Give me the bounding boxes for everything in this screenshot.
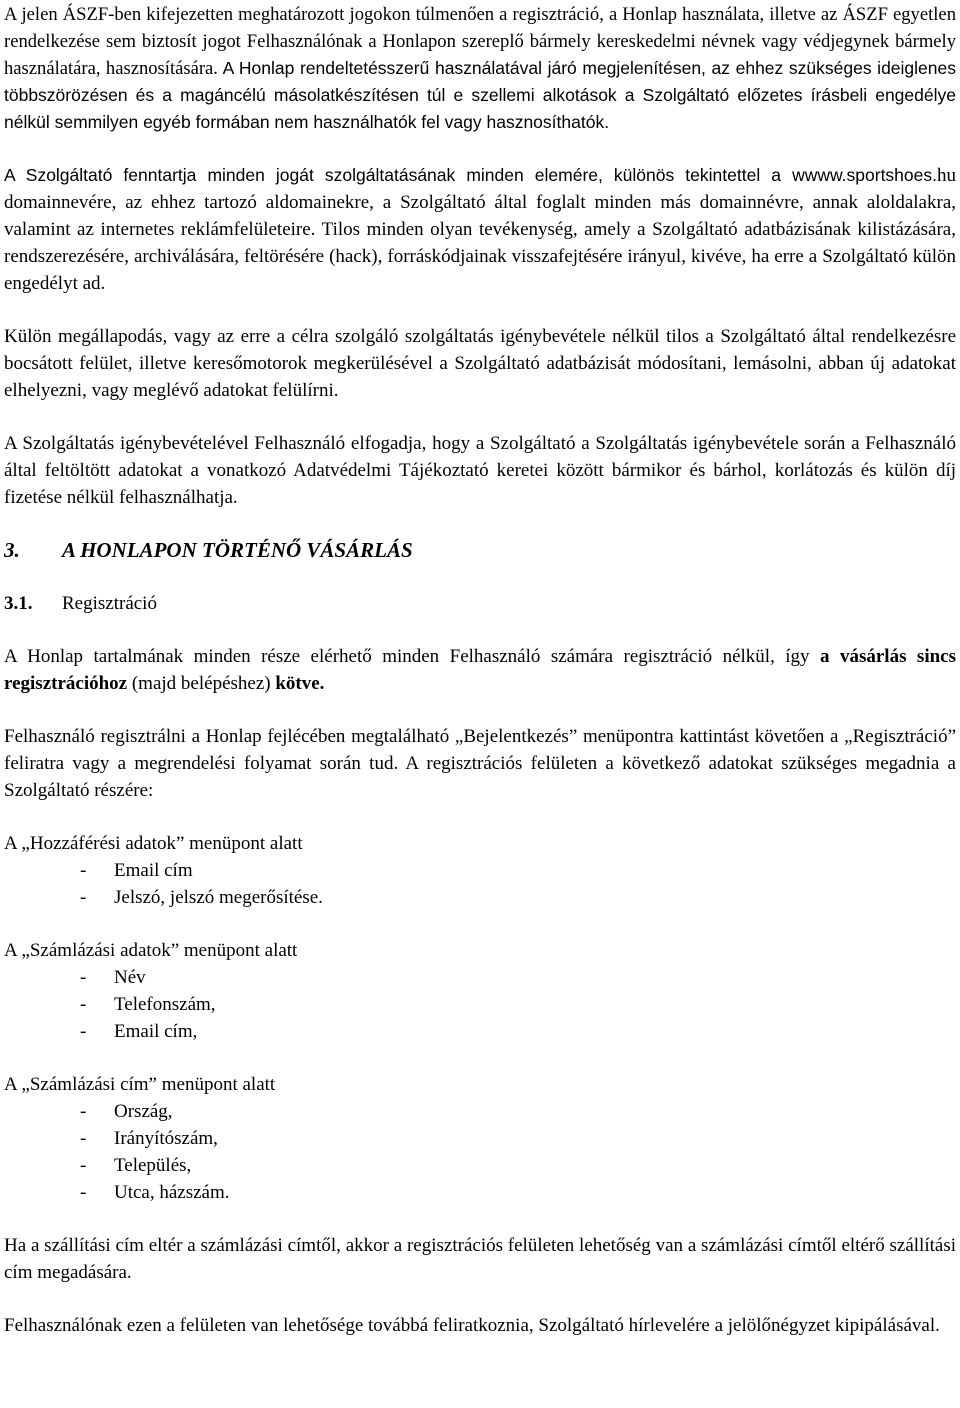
list-item [4, 1152, 956, 1179]
list-item [4, 1179, 956, 1206]
list-item-text: Ország, [114, 1101, 173, 1122]
dash: - [80, 967, 87, 988]
section-number: 3. [4, 538, 20, 562]
list-item-text: Telefonszám, [114, 994, 216, 1015]
dash: - [80, 1155, 87, 1176]
section-title: A HONLAPON TÖRTÉNŐ VÁSÁRLÁS [62, 538, 413, 562]
list-item-text: Jelszó, jelszó megerősítése. [114, 887, 323, 908]
field-list [4, 964, 956, 1045]
list-item-text: Település, [114, 1155, 192, 1176]
paragraph-database: Külön megállapodás, vagy az erre a célra szolgáló szolgáltatás igénybevétele nélkül tilos a Szolgáltató által rendelkezésre bocsátott felület, illetve keresőmotorok megkerülésével a Szolgáltató adatbázisát módosítani, lemásolni, abban új adatokat elhelyezni, vagy meglévő adatokat felülírni. [4, 326, 956, 401]
paragraph-registration: Felhasználó regisztrálni a Honlap fejlécében megtalálható „Bejelentkezés” menüpontra kattintást követően a „Regisztráció” feliratra vagy a megrendelési folyamat során tud. A regisztrációs felületen a következő adatokat szükséges megadnia a Szolgáltató részére: [4, 726, 956, 801]
paragraph-access-text: A Honlap tartalmának minden része elérhető minden Felhasználó számára regisztráció nélkül, így [4, 646, 821, 667]
list-item-text: Név [114, 967, 146, 988]
list-item-text: Irányítószám, [114, 1128, 218, 1149]
list-item [4, 884, 956, 911]
dash: - [80, 887, 87, 908]
paragraph-access-bold: a vásárlás sincs regisztrációhoz [4, 646, 956, 694]
list-item-text: Utca, házszám. [114, 1182, 230, 1203]
field-group-title: A „Számlázási adatok” menüpont alatt [4, 940, 298, 961]
list-item [4, 991, 956, 1018]
list-item-text: Email cím [114, 860, 193, 881]
paragraph-trademark [4, 1, 956, 136]
subsection-title: Regisztráció [62, 593, 157, 614]
list-item [4, 964, 956, 991]
paragraph-access-text2: (majd belépéshez) [127, 673, 276, 694]
subsection-number: 3.1. [4, 593, 33, 614]
document-page [4, 0, 956, 1339]
paragraph-trademark-sans: A Honlap rendeltetésszerű használatával járó megjelenítésen, az ehhez szükséges ideiglenes többszörözésen és a magáncélú másolatkészítésen túl e szellemi alkotások a Szolgáltató előzetes írásbeli engedélye nélkül semmilyen egyéb formában nem használhatók fel vagy hasznosíthatók. [4, 58, 956, 132]
paragraph-data-usage: A Szolgáltatás igénybevételével Felhasználó elfogadja, hogy a Szolgáltató a Szolgáltatás igénybevétele során a Felhasználó által feltöltött adatokat a vonatkozó Adatvédelmi Tájékoztató keretei között bármikor és bárhol, korlátozás és külön díj fizetése nélkül felhasználhatja. [4, 433, 956, 508]
field-group-title: A „Számlázási cím” menüpont alatt [4, 1074, 276, 1095]
paragraph-rights-serif: hu domainnevére, az ehhez tartozó aldomainekre, a Szolgáltató által foglalt minden más domainnévre, annak aloldalakra, valamint az internetes reklámfelületeire. Tilos minden olyan tevékenység, amely a Szolgáltató adatbázisának kilistázására, rendszerezésére, archiválására, feltörésére (hack), forráskódjainak visszafejtésére irányul, kivéve, ha erre a Szolgáltató külön engedélyt ad. [4, 165, 956, 294]
paragraph-trademark-serif: A jelen ÁSZF-ben kifejezetten meghatározott jogokon túlmenően a regisztráció, a Honlap használata, illetve az ÁSZF egyetlen rendelkezése sem biztosít jogot Felhasználónak a Honlapon szereplő bármely kereskedelmi névnek vagy védjegynek bármely használatára, hasznosítására. [4, 4, 956, 79]
list-item [4, 1125, 956, 1152]
paragraph-shipping-address: Ha a szállítási cím eltér a számlázási címtől, akkor a regisztrációs felületen lehetőség van a számlázási címtől eltérő szállítási cím megadására. [4, 1235, 956, 1283]
section-heading [4, 537, 956, 564]
field-group-title: A „Hozzáférési adatok” menüpont alatt [4, 833, 303, 854]
dash: - [80, 1021, 87, 1042]
paragraph-access-bold2: kötve. [275, 673, 325, 694]
field-group-billing-address [4, 1071, 956, 1206]
dash: - [80, 1128, 87, 1149]
dash: - [80, 860, 87, 881]
field-group-billing-data [4, 937, 956, 1045]
field-group-access [4, 830, 956, 911]
paragraph-access [4, 643, 956, 697]
list-item-text: Email cím, [114, 1021, 198, 1042]
paragraph-rights-sans: A Szolgáltató fenntartja minden jogát szolgáltatásának minden elemére, különös tekintettel a wwww.sportshoes. [4, 165, 937, 185]
list-item [4, 1018, 956, 1045]
subsection-heading [4, 590, 956, 617]
list-item [4, 857, 956, 884]
paragraph-newsletter: Felhasználónak ezen a felületen van lehetősége továbbá feliratkoznia, Szolgáltató hírlevelére a jelölőnégyzet kipipálásával. [4, 1315, 940, 1336]
field-list [4, 1098, 956, 1206]
dash: - [80, 994, 87, 1015]
field-list [4, 857, 956, 911]
paragraph-rights [4, 162, 956, 297]
dash: - [80, 1182, 87, 1203]
dash: - [80, 1101, 87, 1122]
list-item [4, 1098, 956, 1125]
